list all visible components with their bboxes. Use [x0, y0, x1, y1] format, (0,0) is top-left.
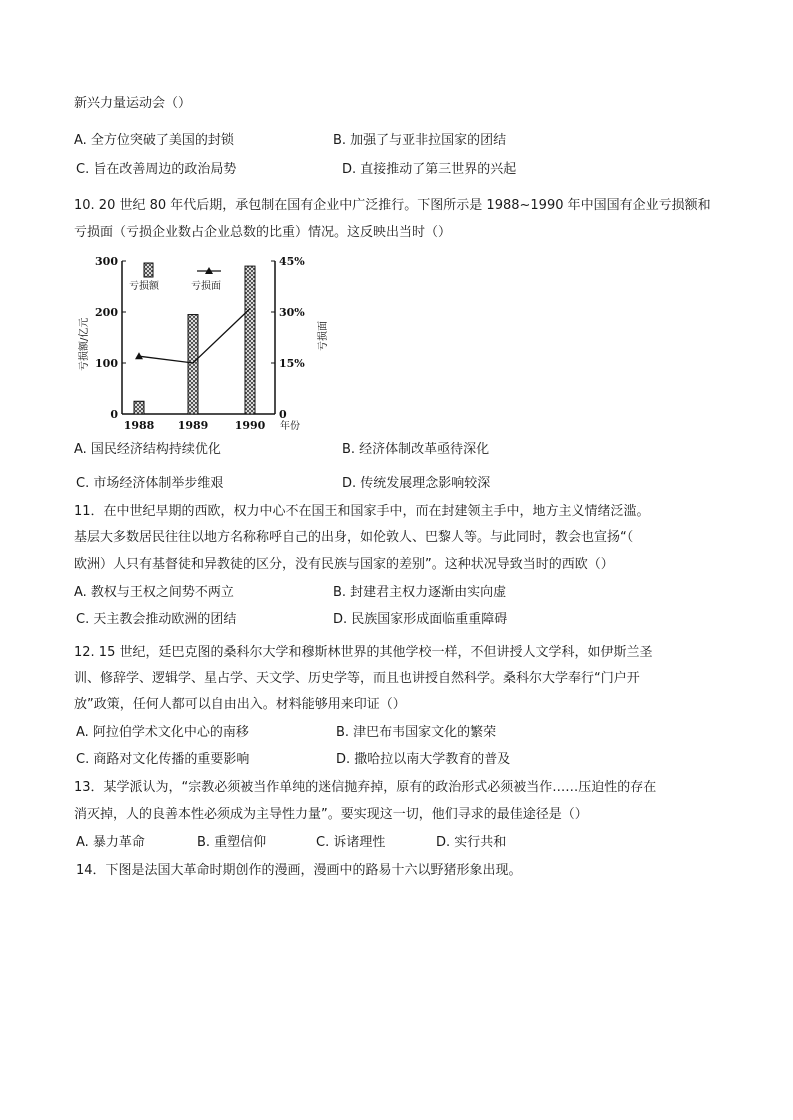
q10-option-b: B. 经济体制改革亟待深化 [342, 442, 490, 457]
q11-option-d: D. 民族国家形成面临重重障碍 [333, 612, 508, 627]
q11-stem-line-2: 基层大多数居民往往以地方名称称呼自己的出身，如伦敦人、巴黎人等。与此同时，教会也宣扬“（ [74, 530, 634, 545]
q13-option-b: B. 重塑信仰 [197, 835, 267, 850]
x-tick-label-1990: 1990 [234, 419, 266, 432]
q12-option-b: B. 津巴布韦国家文化的繁荣 [336, 725, 497, 740]
x-tick-label-1989: 1989 [177, 419, 209, 432]
q10-stem-line-2: 亏损面（亏损企业数占企业总数的比重）情况。这反映出当时（） [74, 225, 452, 240]
right-tick-label: 30% [279, 306, 305, 319]
q11-option-b: B. 封建君主权力逐渐由实向虚 [333, 585, 507, 600]
q12-option-d: D. 撒哈拉以南大学教育的普及 [336, 752, 511, 767]
q12-stem-line-2: 训、修辞学、逻辑学、星占学、天文学、历史学等，而且也讲授自然科学。桑科尔大学奉行“门户开 [74, 671, 640, 686]
q10-option-d: D. 传统发展理念影响较深 [342, 476, 491, 491]
q13-option-c: C. 诉诸理性 [316, 835, 386, 850]
left-tick-label: 100 [95, 357, 118, 370]
bar-loss-amount-1989 [188, 315, 198, 414]
q14-stem: 14．下图是法国大革命时期创作的漫画，漫画中的路易十六以野猪形象出现。 [76, 863, 522, 878]
q11-option-c: C. 天主教会推动欧洲的团结 [76, 612, 237, 627]
q10-stem-line-1: 10. 20 世纪 80 年代后期，承包制在国有企业中广泛推行。下图所示是 1988~1990 年中国国有企业亏损额和 [74, 198, 711, 213]
q9-option-c: C. 旨在改善周边的政治局势 [76, 162, 237, 177]
q13-option-a: A. 暴力革命 [76, 835, 145, 850]
q12-stem-line-1: 12. 15 世纪，廷巴克图的桑科尔大学和穆斯林世界的其他学校一样，不但讲授人文学科，如伊斯兰圣 [74, 645, 653, 660]
q9-stem-tail: 新兴力量运动会（） [74, 96, 192, 111]
q12-stem-line-3: 放”政策，任何人都可以自由出入。材料能够用来印证（） [74, 697, 406, 712]
right-tick-label: 0 [279, 408, 287, 421]
legend-label-loss-rate: 亏损面 [191, 281, 221, 292]
q9-option-d: D. 直接推动了第三世界的兴起 [342, 162, 517, 177]
legend-swatch-loss-amount [144, 263, 153, 277]
loss-chart [74, 253, 334, 433]
q9-option-a: A. 全方位突破了美国的封锁 [74, 133, 234, 148]
q9-option-b: B. 加强了与亚非拉国家的团结 [333, 133, 507, 148]
q11-option-a: A. 教权与王权之间势不两立 [74, 585, 234, 600]
left-axis-title: 亏损额/亿元 [79, 317, 90, 371]
x-tick-label-1988: 1988 [123, 419, 155, 432]
q11-stem-line-3: 欧洲）人只有基督徒和异教徒的区分，没有民族与国家的差别”。这种状况导致当时的西欧（） [74, 557, 614, 572]
right-axis-title: 亏损面 [318, 321, 329, 351]
x-axis-unit: 年份 [280, 421, 300, 432]
legend [129, 263, 221, 292]
q13-stem-line-1: 13．某学派认为，“宗教必须被当作单纯的迷信抛弃掉，原有的政治形式必须被当作……压迫性的存在 [74, 780, 657, 795]
bar-loss-amount-1990 [245, 266, 255, 414]
left-tick-label: 200 [95, 306, 118, 319]
legend-label-loss-amount: 亏损额 [129, 281, 159, 292]
q10-option-c: C. 市场经济体制举步维艰 [76, 476, 224, 491]
point-loss-rate-1988 [135, 352, 143, 359]
right-tick-label: 45% [279, 255, 305, 268]
left-tick-label: 0 [110, 408, 118, 421]
q11-stem-line-1: 11．在中世纪早期的西欧，权力中心不在国王和国家手中，而在封建领主手中，地方主义情绪泛滥。 [74, 504, 650, 519]
left-tick-label: 300 [95, 255, 118, 268]
q10-option-a: A. 国民经济结构持续优化 [74, 442, 221, 457]
bar-loss-amount-1988 [134, 401, 144, 414]
q12-option-c: C. 商路对文化传播的重要影响 [76, 752, 250, 767]
q13-option-d: D. 实行共和 [436, 835, 507, 850]
right-tick-label: 15% [279, 357, 305, 370]
q12-option-a: A. 阿拉伯学术文化中心的南移 [76, 725, 249, 740]
q13-stem-line-2: 消灭掉，人的良善本性必须成为主导性力量”。要实现这一切，他们寻求的最佳途径是（） [74, 807, 588, 822]
